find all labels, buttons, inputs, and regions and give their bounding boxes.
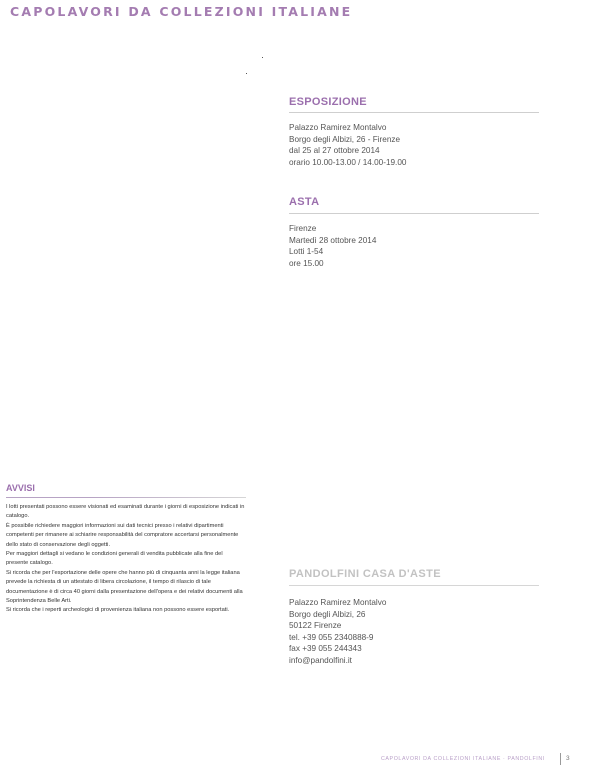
avvisi-paragraph: I lotti presentati possono essere visionati ed esaminati durante i giorni di esposizione indicati in catalogo. (6, 504, 245, 520)
page-number: 3 (566, 755, 570, 762)
avvisi-rule (6, 497, 246, 498)
avvisi-title: AVVISI (6, 483, 35, 493)
esposizione-title: ESPOSIZIONE (289, 96, 367, 108)
pandolfini-phone: tel. +39 055 2340888-9 (289, 632, 374, 642)
pandolfini-address-line: 50122 Firenze (289, 621, 342, 631)
pandolfini-contact (289, 597, 386, 667)
esposizione-line: orario 10.00-13.00 / 14.00-19.00 (289, 157, 407, 167)
asta-rule (289, 213, 539, 214)
esposizione-line: Borgo degli Albizi, 26 - Firenze (289, 134, 401, 144)
avvisi-paragraph: Per maggiori dettagli si vedano le condizioni generali di vendita pubblicate alla fine del presente catalogo. (6, 551, 223, 567)
speck (246, 73, 247, 74)
asta-line: Martedì 28 ottobre 2014 (289, 235, 377, 245)
pandolfini-title: PANDOLFINI CASA D'ASTE (289, 568, 441, 580)
pandolfini-address-line: Borgo degli Albizi, 26 (289, 609, 366, 619)
avvisi-text (6, 503, 246, 616)
avvisi-paragraph: Si ricorda che i reperti archeologici di provenienza italiana non possono essere esportati. (6, 607, 230, 614)
asta-line: Firenze (289, 224, 317, 233)
asta-title: ASTA (289, 196, 320, 208)
pandolfini-address-line: Palazzo Ramirez Montalvo (289, 598, 387, 607)
esposizione-line: Palazzo Ramirez Montalvo (289, 123, 387, 132)
esposizione-rule (289, 112, 539, 113)
avvisi-paragraph: Si ricorda che per l'esportazione delle opere che hanno più di cinquanta anni la legge italiana prevede la richiesta di un attestato di libera circolazione, il tempo di rilascio di tale documentazione è di circa 40 giorni dalla presentazione dell'opera e dei relativi documenti alla Soprintendenza Belle Arti. (6, 569, 243, 605)
pandolfini-rule (289, 585, 539, 586)
asta-line: ore 15.00 (289, 258, 324, 268)
asta-details (289, 223, 376, 269)
esposizione-details (289, 122, 406, 168)
asta-line: Lotti 1-54 (289, 247, 324, 256)
footer-divider (560, 753, 561, 765)
footer-running-title: CAPOLAVORI DA COLLEZIONI ITALIANE · PANDOLFINI (381, 756, 545, 762)
page-header-title: CAPOLAVORI DA COLLEZIONI ITALIANE (10, 4, 353, 19)
pandolfini-fax: fax +39 055 244343 (289, 644, 362, 654)
esposizione-line: dal 25 al 27 ottobre 2014 (289, 146, 380, 155)
speck (262, 57, 263, 58)
pandolfini-email: info@pandolfini.it (289, 655, 352, 665)
avvisi-paragraph: È possibile richiedere maggiori informazioni sui dati tecnici presso i relativi dipartimenti competenti per rimanere ai schiarire responsabilità del compratore accertarsi personalmente dello stato di conservazione degli oggetti. (6, 522, 239, 548)
